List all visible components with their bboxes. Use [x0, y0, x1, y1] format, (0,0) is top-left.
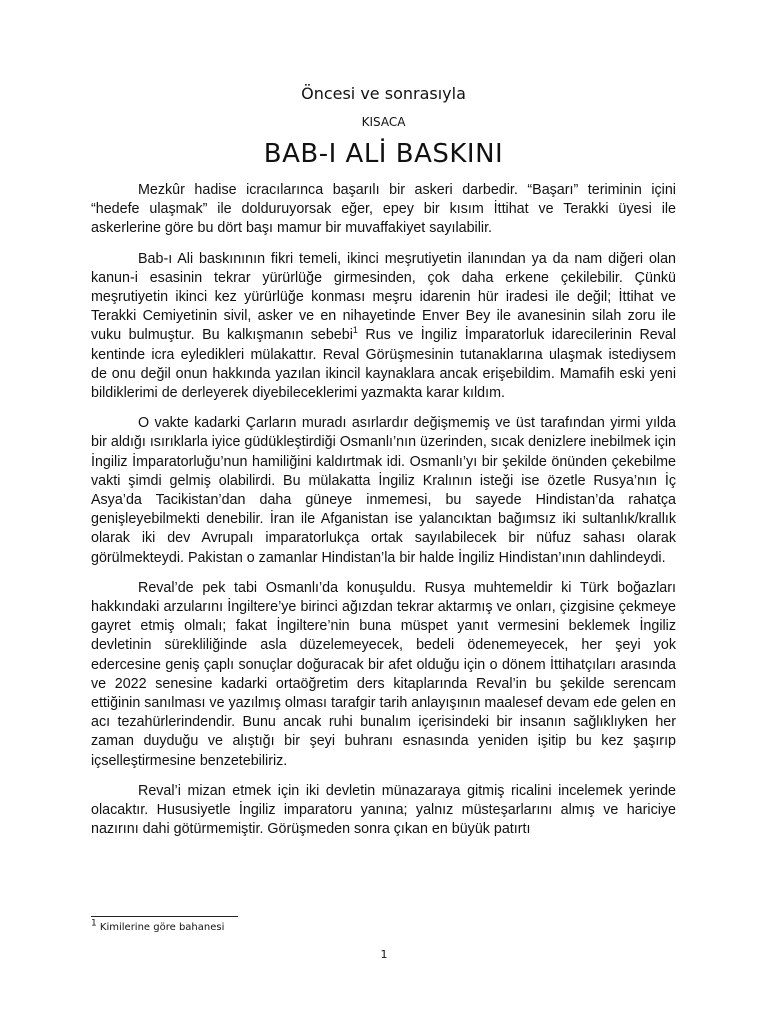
paragraph-2-text-before: Bab-ı Ali baskınının fikri temeli, ikinci meşrutiyetin ilanından ya da nam diğeri olan kanun-i esasinin tekrar yürürlüğe girmesinden, çok daha erkene çekilebilir. Çünkü meşrutiyetin ikinci kez yürürlüğe konması meşru idarenin hür iradesi ile değil; İttihat ve Terakki Cemiyetinin sivil, asker ve en nihayetinde Enver Bey ile avanesinin silah zoru ile vuku bulmuştur. Bu kalkışmanın sebebi: [91, 250, 676, 344]
document-body: [91, 181, 676, 840]
paragraph-5: Reval’i mizan etmek için iki devletin münazaraya gitmiş ricalini incelemek yerinde olacaktır. Hususiyetle İngiliz imparatoru yanına; yalnız müsteşarlarını almış ve hariciye nazırını dahi götürmemiştir. Görüşmeden sonra çıkan en büyük patırtı: [91, 782, 676, 838]
document-title: BAB-I ALİ BASKINI: [263, 139, 504, 169]
paragraph-2-text-after: Rus ve İngiliz İmparatorluk idarecilerinin Reval kentinde icra eyledikleri mülakattır. Reval Görüşmesinin tutanaklarına ulaşmak istediysem de onu değil onun hakkında yazılan ikincil kaynaklara ancak erişebildim. Mamafih eski yeni bildiklerimi de derleyerek diyebileceklerimi yazmakta karar kıldım.: [91, 327, 676, 402]
document-page: [91, 84, 676, 851]
footnote: [91, 918, 225, 933]
paragraph-2: [91, 250, 676, 404]
paragraph-1: Mezkûr hadise icracılarınca başarılı bir askeri darbedir. “Başarı” teriminin içini “hedefe ulaşmak” ile dolduruyorsak eğer, epey bir kısım İttihat ve Terakki üyesi ile askerlerine göre bu dört başı mamur bir muvaffakiyet sayılabilir.: [91, 182, 676, 237]
footnote-number: 1: [91, 918, 97, 929]
footnote-reference: 1: [352, 325, 358, 336]
paragraph-3: O vakte kadarki Çarların muradı asırlardır değişmemiş ve üst tarafından yirmi yılda bir aldığı ısırıklarla iyice güdükleştirdiği Osmanlı’nın üzerinden, sıcak denizlere inebilmek için İngiliz İmparatorluğu’nun hamiliğini kaldırtmak idi. Osmanlı’yı bir şekilde önünden çekebilme vakti şimdi gelmiş olabilirdi. Bu mülakatta İngiliz Kralının isteği ise özetle Rusya’nın İç Asya’da Tacikistan’dan daha güneye inmemesi, bu sayede Hindistan’da rahatça genişleyebilmekti denebilir. İran ile Afganistan ise yalancıktan bağımsız iki sultanlık/krallık olarak iki dev Avrupalı imparatorlukça ortak sayılabilecek bir nüfuz sahası olarak görülmekteydi. Pakistan o zamanlar Hindistan’la bir halde İngiliz Hindistan’ının dahlindeydi.: [91, 415, 676, 566]
document-subtitle: Öncesi ve sonrasıyla: [301, 84, 466, 103]
paragraph-4: Reval’de pek tabi Osmanlı’da konuşuldu. Rusya muhtemeldir ki Türk boğazları hakkındaki arzularını İngiltere’ye birinci ağızdan tekrar aktarmış ve onları, çizgisine çekmeye gayret etmiş olmalı; fakat İngiltere’nin buna müspet yanıt vermesini beklemek İngiliz devletinin sürekliliğinde asla düzelemeyecek, bedeli ödenemeyecek, her şeyi yok edercesine geniş çaplı sonuçlar doğuracak bir afet olduğu için o dönem İttihatçıları arasında ve 2022 senesine kadarki ortaöğretim ders kitaplarında Reval’in bu şekilde serencam ettiğinin sanılması ve yazılmış olması tarafgir tarih anlayışının maalesef devam ede gelen en acı tezahürlerindendir. Bunu ancak ruhi bunalım içerisindeki bir insanın sağlıklıyken her zaman duyduğu ve alıştığı bir şeyi buhranı esnasında yeniden işitip bu kez şaşırıp içselleştirmesine benzetebiliriz.: [91, 579, 676, 769]
document-kicker: KISACA: [361, 115, 406, 129]
page-number: 1: [380, 948, 388, 961]
footnote-separator: [91, 916, 238, 917]
footnote-text: Kimilerine göre bahanesi: [96, 922, 225, 933]
